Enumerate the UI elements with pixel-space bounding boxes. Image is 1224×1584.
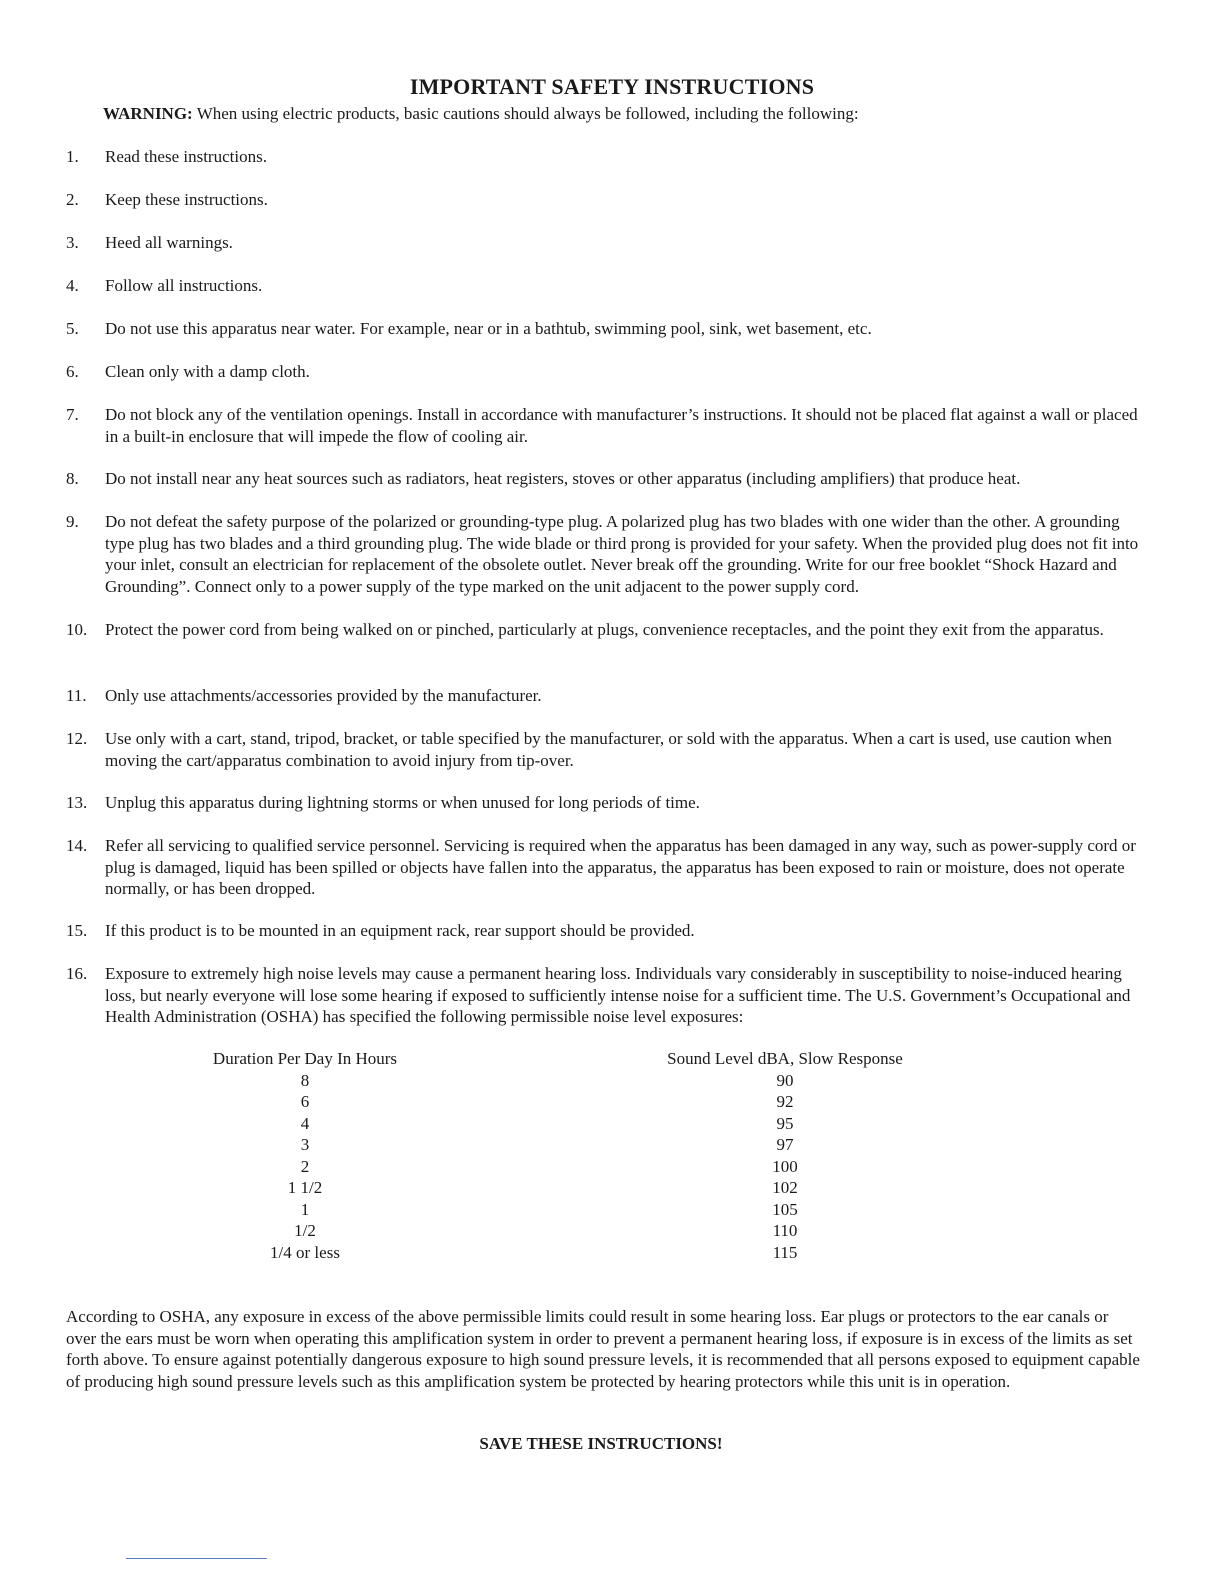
list-item: [66, 685, 1141, 707]
table-header-row: [175, 1048, 955, 1070]
list-item: [66, 920, 1141, 942]
page-title: IMPORTANT SAFETY INSTRUCTIONS: [409, 74, 815, 99]
item-text: If this product is to be mounted in an equipment rack, rear support should be provided.: [105, 921, 695, 940]
item-number: 10.: [66, 620, 88, 639]
list-item: [66, 619, 1141, 641]
sound-level-cell: 102: [772, 1178, 798, 1197]
duration-cell: 6: [300, 1092, 310, 1111]
warning-line: [103, 103, 1183, 125]
table-row: [175, 1220, 955, 1242]
table-row: [175, 1177, 955, 1199]
item-number: 5.: [66, 319, 79, 338]
list-item: [66, 792, 1141, 814]
item-text: Do not defeat the safety purpose of the polarized or grounding-type plug. A polarized plug has two blades with one wider than the other. A grounding type plug has two blades and a third grounding plug. The wide blade or third prong is provided for your safety. When the provided plug does not fit into your inlet, consult an electrician for replacement of the obsolete outlet. Never break off the grounding. Write for our free booklet “Shock Hazard and Grounding”. Connect only to a power supply of the type marked on the unit adjacent to the power supply cord.: [105, 512, 1139, 596]
duration-cell: 8: [300, 1070, 310, 1090]
item-text: Do not install near any heat sources such as radiators, heat registers, stoves or other apparatus (including amplifiers) that produce heat.: [105, 469, 1021, 488]
item-number: 16.: [66, 964, 88, 983]
item-text: Keep these instructions.: [105, 190, 268, 209]
duration-cell: 1: [300, 1199, 310, 1219]
list-item: [66, 511, 1141, 597]
list-item: [66, 361, 1141, 383]
item-number: 3.: [66, 233, 79, 252]
footer-rule: [126, 1558, 267, 1559]
osha-paragraph: According to OSHA, any exposure in excess of the above permissible limits could result in some hearing loss. Ear plugs or protectors to the ear canals or over the ears must be worn when operating this amplification system in order to prevent a permanent hearing loss, if exposure is in excess of the limits as set forth above. To ensure against potentially dangerous exposure to high sound pressure levels, it is recommended that all persons exposed to equipment capable of producing high sound pressure levels such as this amplification system be protected by hearing protectors while this unit is in operation.: [66, 1307, 1140, 1391]
duration-cell: 3: [300, 1135, 310, 1154]
item-text: Unplug this apparatus during lightning storms or when unused for long periods of time.: [105, 793, 700, 812]
column-header-duration: Duration Per Day In Hours: [212, 1049, 398, 1068]
duration-cell: 1/4 or less: [270, 1242, 340, 1262]
save-instructions-notice: SAVE THESE INSTRUCTIONS!: [479, 1434, 723, 1453]
item-number: 13.: [66, 793, 88, 812]
item-text: Heed all warnings.: [105, 233, 233, 252]
item-text: Follow all instructions.: [105, 276, 263, 295]
list-item: [66, 835, 1141, 900]
duration-cell: 1/2: [294, 1221, 316, 1240]
item-number: 15.: [66, 921, 88, 940]
list-item: [66, 318, 1141, 340]
sound-level-cell: 97: [776, 1135, 794, 1154]
item-number: 14.: [66, 836, 88, 855]
duration-cell: 2: [300, 1156, 310, 1176]
item-text: Protect the power cord from being walked on or pinched, particularly at plugs, convenience receptacles, and the point they exit from the apparatus.: [105, 620, 1104, 639]
item-text: Use only with a cart, stand, tripod, bracket, or table specified by the manufacturer, or sold with the apparatus. When a cart is used, use caution when moving the cart/apparatus combination to avoid injury from tip-over.: [105, 729, 1112, 770]
item-number: 8.: [66, 469, 79, 488]
noise-exposure-table: [175, 1048, 955, 1263]
item-text: Refer all servicing to qualified service personnel. Servicing is required when the apparatus has been damaged in any way, such as power-supply cord or plug is damaged, liquid has been spilled or objects have fallen into the apparatus, the apparatus has been exposed to rain or moisture, does not operate normally, or has been dropped.: [105, 836, 1136, 898]
item-number: 9.: [66, 512, 79, 531]
table-row: [175, 1199, 955, 1221]
item-number: 6.: [66, 362, 79, 381]
list-item: [66, 189, 1141, 211]
table-row: [175, 1070, 955, 1092]
table-row: [175, 1091, 955, 1113]
list-item: [66, 146, 1141, 168]
item-number: 1.: [66, 147, 79, 166]
duration-cell: 4: [300, 1113, 310, 1133]
item-number: 11.: [66, 686, 87, 705]
sound-level-cell: 105: [772, 1199, 798, 1219]
sound-level-cell: 90: [776, 1070, 794, 1090]
sound-level-cell: 92: [776, 1092, 794, 1111]
item-text: Only use attachments/accessories provided by the manufacturer.: [105, 686, 542, 705]
table-row: [175, 1156, 955, 1178]
list-item: [66, 963, 1141, 1028]
warning-text: When using electric products, basic cautions should always be followed, including the following:: [196, 104, 859, 123]
item-text: Do not use this apparatus near water. For example, near or in a bathtub, swimming pool, sink, wet basement, etc.: [105, 319, 872, 338]
list-item: [66, 728, 1141, 771]
sound-level-cell: 95: [776, 1113, 794, 1133]
list-item: [66, 232, 1141, 254]
list-item: [66, 468, 1141, 490]
item-number: 4.: [66, 276, 79, 295]
list-item: [66, 275, 1141, 297]
item-text: Do not block any of the ventilation openings. Install in accordance with manufacturer’s instructions. It should not be placed flat against a wall or placed in a built-in enclosure that will impede the flow of cooling air.: [105, 405, 1138, 446]
table-row: [175, 1113, 955, 1135]
item-text: Exposure to extremely high noise levels may cause a permanent hearing loss. Individuals vary considerably in susceptibility to noise-induced hearing loss, but nearly everyone will lose some hearing if exposed to sufficiently intense noise for a sufficient time. The U.S. Government’s Occupational and Health Administration (OSHA) has specified the following permissible noise level exposures:: [105, 964, 1131, 1026]
duration-cell: 1 1/2: [287, 1178, 323, 1197]
item-text: Read these instructions.: [105, 147, 267, 166]
item-number: 12.: [66, 729, 88, 748]
table-row: [175, 1134, 955, 1156]
sound-level-cell: 100: [772, 1156, 798, 1176]
warning-label: WARNING:: [103, 104, 193, 123]
item-number: 7.: [66, 405, 79, 424]
table-row: [175, 1242, 955, 1264]
list-item: [66, 404, 1141, 447]
item-number: 2.: [66, 190, 79, 209]
sound-level-cell: 115: [772, 1242, 798, 1262]
item-text: Clean only with a damp cloth.: [105, 362, 310, 381]
sound-level-cell: 110: [772, 1221, 798, 1240]
column-header-sound-level: Sound Level dBA, Slow Response: [667, 1049, 903, 1068]
